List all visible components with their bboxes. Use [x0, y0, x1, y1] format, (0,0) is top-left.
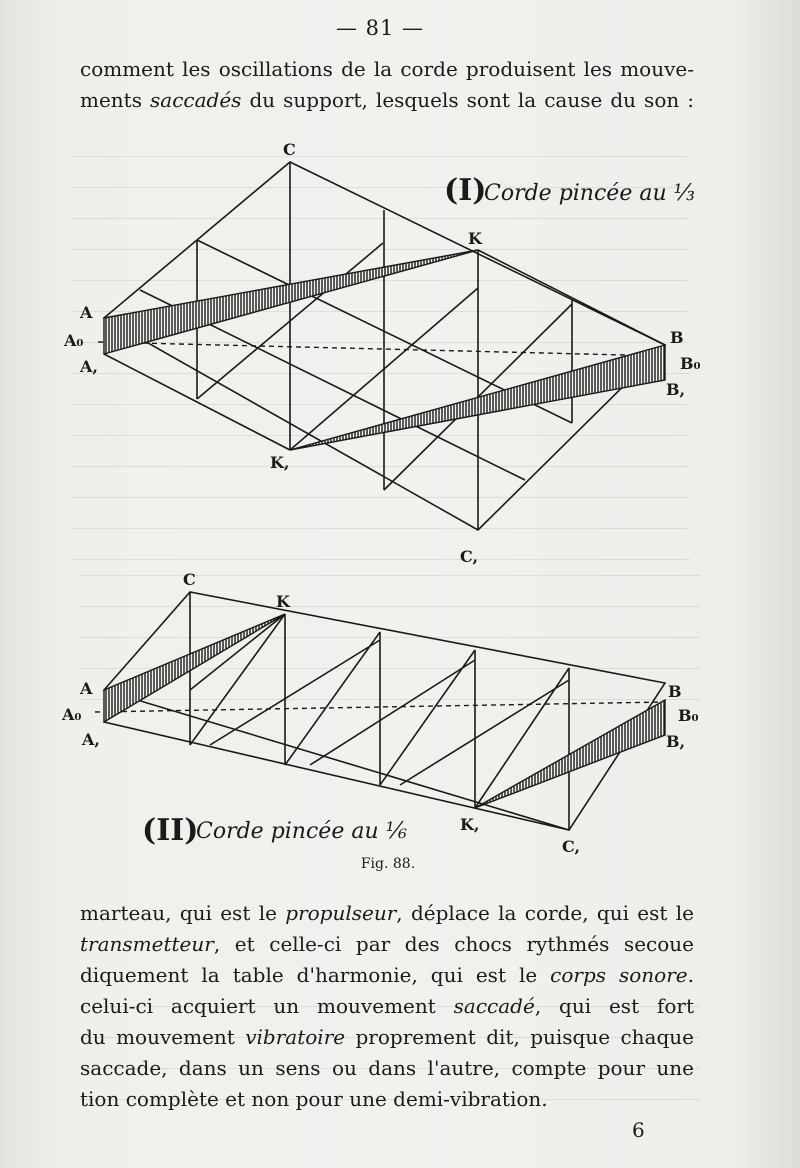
label-a-2: A [80, 679, 93, 698]
diagonal-line [310, 660, 475, 765]
text-fragment: ments [80, 88, 151, 112]
signature-mark: 6 [632, 1118, 645, 1142]
text-line [80, 898, 694, 929]
emphasis-transmetteur: transmetteur [80, 932, 214, 956]
label-k-2: K [276, 592, 290, 611]
text-line: saccade, dans un sens ou dans l'autre, compte pour une [80, 1056, 694, 1080]
label-b-2: B [668, 682, 682, 701]
diagram-one [98, 162, 665, 530]
emphasis-corps-sonore: corps sonore [550, 963, 688, 987]
label-k1-2: K, [460, 815, 480, 834]
text-line [80, 991, 694, 1022]
emphasis-vibratoire: vibratoire [245, 1025, 346, 1049]
hatched-string-upper [104, 614, 285, 722]
emphasis-propulseur: propulseur [285, 901, 397, 925]
label-b0-2: B₀ [678, 706, 699, 725]
diagonal-line [380, 650, 475, 785]
text-line [80, 1022, 694, 1053]
label-c1: C, [460, 547, 479, 566]
label-k1: K, [270, 453, 290, 472]
label-c: C [283, 140, 296, 159]
text-fragment: proprement dit, puisque chaque [345, 1025, 694, 1049]
text-line [80, 960, 694, 991]
label-b: B [670, 328, 684, 347]
text-fragment: du mouvement [80, 1025, 246, 1049]
label-a: A [80, 303, 93, 322]
rest-line [98, 342, 665, 356]
hatched-string-lower [475, 700, 665, 808]
diagonal-line [285, 632, 380, 765]
numeral-one: (I) [444, 173, 487, 208]
title-two: Corde pincée au ⅙ [196, 819, 407, 844]
text-line: tion complète et non pour une demi-vibration. [80, 1087, 548, 1111]
numeral-two: (II) [142, 813, 199, 848]
label-k: K [468, 229, 482, 248]
label-a0: A₀ [64, 331, 84, 350]
diagram-two [95, 592, 665, 830]
bottom-paragraph [80, 898, 694, 1115]
diagonal-line [210, 640, 380, 745]
emphasis-saccade: saccadé [453, 994, 535, 1018]
label-a1: A, [80, 357, 98, 376]
label-b1-2: B, [666, 732, 686, 751]
text-fragment: diquement la table d'harmonie, qui est le [80, 963, 551, 987]
label-c-2: C [183, 570, 196, 589]
text-fragment: du support, lesquels sont la cause du son : [249, 88, 694, 112]
emphasis-saccades: saccadés [150, 88, 242, 112]
text-fragment: , qui est fort [534, 994, 694, 1018]
figure-caption: Fig. 88. [360, 856, 416, 872]
page-number: — 81 — [335, 16, 425, 40]
text-fragment: , et celle-ci par des chocs rythmés secoue [213, 932, 694, 956]
text-fragment: . [687, 963, 694, 987]
text-line: comment les oscillations de la corde produisent les mouve- [80, 57, 694, 81]
text-fragment: marteau, qui est le [80, 901, 286, 925]
text-fragment: , déplace la corde, qui est le [396, 901, 694, 925]
label-a1-2: A, [82, 730, 100, 749]
title-one: Corde pincée au ⅓ [484, 181, 695, 206]
text-fragment: celui-ci acquiert un mouvement [80, 994, 454, 1018]
text-line [80, 929, 694, 960]
hatched-string-upper [104, 250, 478, 354]
label-c1-2: C, [562, 837, 581, 856]
label-a0-2: A₀ [62, 705, 82, 724]
label-b1: B, [666, 380, 686, 399]
label-b0: B₀ [680, 354, 701, 373]
